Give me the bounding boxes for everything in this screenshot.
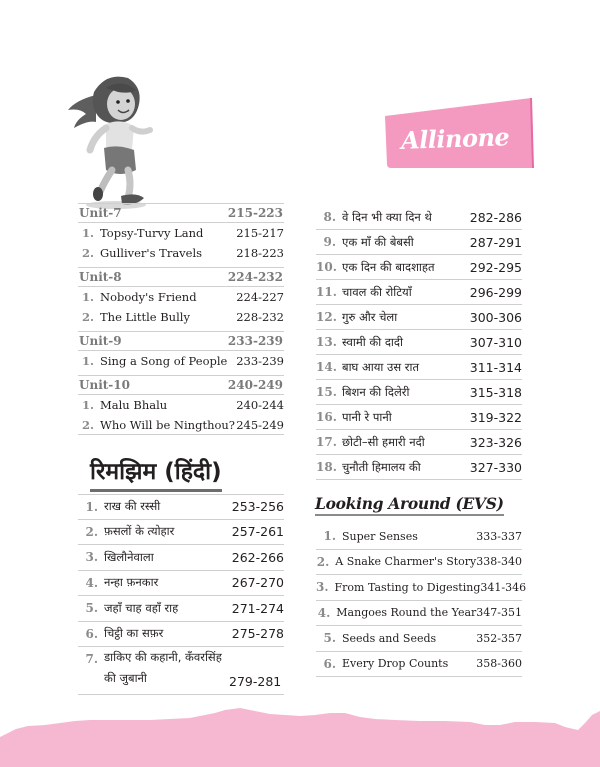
chapter-row: 2. Gulliver's Travels 218-223 — [81, 246, 284, 260]
chapter-row: 1. Nobody's Friend 224-227 — [81, 290, 284, 304]
chapter-row: 2. Who Will be Ningthou? 245-249 — [78, 415, 284, 435]
chapter-row: 1. Topsy-Turvy Land 215-217 — [81, 226, 284, 240]
chapter-row: 12. गुरु और चेला 300-306 — [316, 305, 522, 330]
evs-chapter-list — [316, 524, 527, 677]
unit-block — [78, 331, 284, 371]
unit-heading: Unit-10 240-249 — [78, 375, 284, 395]
chapter-row: 5. जहाँ चाह वहाँ राह 271-274 — [78, 596, 284, 622]
allinone-logo — [383, 96, 535, 174]
chapter-row: 16. पानी रे पानी 319-322 — [316, 405, 522, 430]
section-title-hindi: रिमझिम (हिंदी) — [90, 454, 222, 492]
footer-torn-paper-decoration — [0, 707, 600, 767]
chapter-row: 10. एक दिन की बादशाहत 292-295 — [316, 255, 522, 280]
running-girl-illustration — [66, 70, 161, 215]
chapter-row: 8. वे दिन भी क्या दिन थे 282-286 — [316, 205, 522, 230]
chapter-row: 2. A Snake Charmer's Story 338-340 — [316, 550, 522, 576]
chapter-row: 4. Mangoes Round the Year 347-351 — [316, 601, 522, 627]
unit-block — [78, 203, 284, 263]
chapter-row: 9. एक माँ की बेबसी 287-291 — [316, 230, 522, 255]
logo-text: Allinone — [400, 122, 510, 155]
chapter-row: 1. Malu Bhalu 240-244 — [81, 398, 284, 412]
english-units-list — [78, 203, 284, 435]
chapter-row: 4. नन्हा फ़नकार 267-270 — [78, 571, 284, 597]
unit-block — [78, 267, 284, 327]
chapter-row: 1. Super Senses 333-337 — [316, 524, 522, 550]
unit-heading: Unit-7 215-223 — [78, 203, 284, 223]
chapter-row: 5. Seeds and Seeds 352-357 — [316, 626, 522, 652]
unit-heading: Unit-8 224-232 — [78, 267, 284, 287]
chapter-row: 18. चुनौती हिमालय की 327-330 — [316, 455, 522, 480]
hindi-chapter-list-left — [78, 494, 284, 695]
chapter-row: 14. बाघ आया उस रात 311-314 — [316, 355, 522, 380]
unit-heading: Unit-9 233-239 — [78, 331, 284, 351]
chapter-row: 13. स्वामी की दादी 307-310 — [316, 330, 522, 355]
chapter-row: 2. The Little Bully 228-232 — [81, 310, 284, 324]
section-title-evs: Looking Around (EVS) — [315, 494, 504, 516]
chapter-row: 17. छोटी–सी हमारी नदी 323-326 — [316, 430, 522, 455]
chapter-row: 11. चावल की रोटियाँ 296-299 — [316, 280, 522, 305]
chapter-row: 2. फ़सलों के त्योहार 257-261 — [78, 520, 284, 546]
chapter-row: 7. डाकिए की कहानी, कँवरसिंह की जुबानी 279-281 — [78, 647, 284, 695]
chapter-row: 15. बिशन की दिलेरी 315-318 — [316, 380, 522, 405]
chapter-row: 3. खिलौनेवाला 262-266 — [78, 545, 284, 571]
hindi-chapter-list-right — [316, 205, 522, 480]
chapter-row: 1. राख की रस्सी 253-256 — [78, 494, 284, 520]
chapter-row: 6. चिट्ठी का सफ़र 275-278 — [78, 622, 284, 648]
unit-block — [78, 375, 284, 435]
chapter-row: 6. Every Drop Counts 358-360 — [316, 652, 522, 678]
chapter-row: 3. From Tasting to Digesting 341-346 — [316, 575, 522, 601]
chapter-row: 1. Sing a Song of People 233-239 — [81, 354, 284, 368]
